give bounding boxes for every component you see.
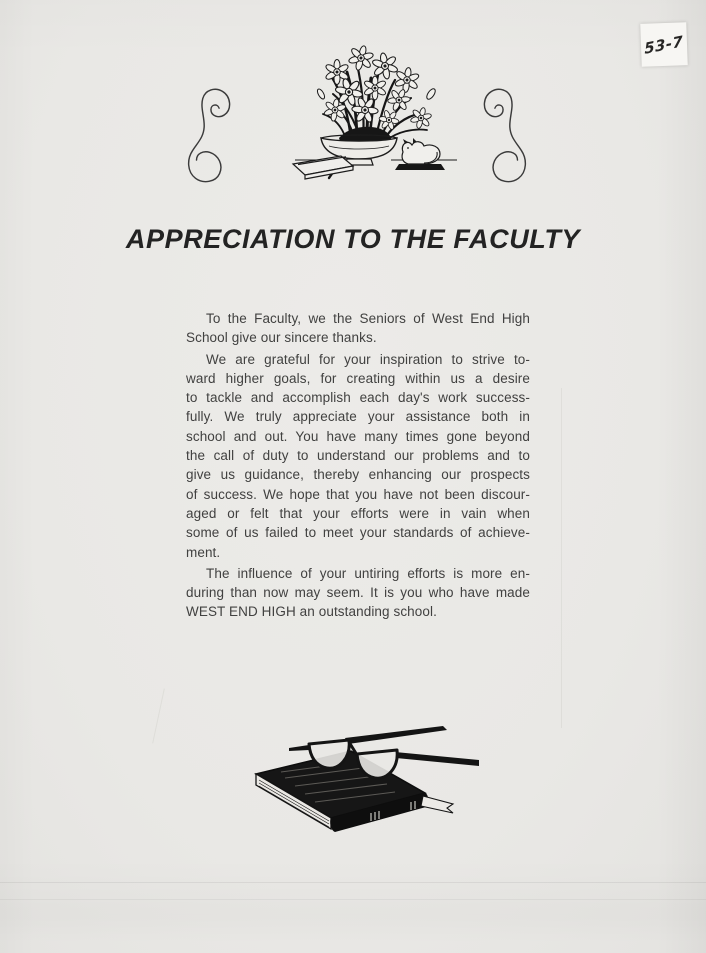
scan-streak-line	[0, 882, 706, 883]
body-text-line: We are grateful for your inspiration to strive to-	[206, 351, 530, 367]
body-text-line: fully. We truly appreciate your assistance both in	[186, 409, 530, 425]
paragraph	[186, 309, 530, 348]
paragraph	[186, 564, 530, 622]
flourish-swirl-left-icon	[184, 86, 234, 188]
book-with-glasses-illustration	[244, 708, 488, 848]
body-text-line: during than now may seem. It is you who have made	[186, 585, 530, 601]
flourish-swirl-right-icon	[480, 86, 530, 188]
page-title: APPRECIATION TO THE FACULTY	[125, 224, 581, 254]
body-text-line: some of us failed to meet your standards of achieve-	[186, 525, 530, 541]
body-text-line: ward higher goals, for creating within us a desire	[186, 370, 530, 386]
body-text-line: aged or felt that your efforts were in vain when	[186, 505, 530, 521]
body-text-line: ment.	[186, 544, 221, 560]
daffodil-flowers	[316, 43, 437, 134]
appreciation-text	[186, 309, 530, 624]
scan-streak-line	[0, 899, 706, 900]
body-text-line: to tackle and accomplish each day's work success-	[186, 390, 530, 406]
paper-crease	[152, 689, 165, 744]
body-text-line: To the Faculty, we the Seniors of West End High	[206, 311, 530, 326]
body-text-line: of success. We hope that you have not been discour-	[186, 486, 530, 502]
daffodil-bouquet-illustration	[290, 42, 462, 182]
body-text-line: the call of duty to understand our problems and to	[186, 448, 530, 464]
handwritten-page-number: 53-7	[644, 31, 684, 58]
cat-figurine	[395, 138, 445, 170]
body-text-line: give us guidance, thereby enhancing our prospects	[186, 467, 530, 483]
paper-crease	[561, 388, 562, 728]
paragraph	[186, 350, 530, 562]
body-text-line: WEST END HIGH an outstanding school.	[186, 604, 437, 620]
bookmark-ribbon	[421, 796, 453, 813]
body-text-line: School give our sincere thanks.	[186, 330, 377, 346]
page-number-sticker	[640, 22, 687, 67]
body-text-line: school and out. You have many times gone beyond	[186, 428, 530, 444]
body-text-line: The influence of your untiring efforts is more en-	[206, 565, 530, 581]
